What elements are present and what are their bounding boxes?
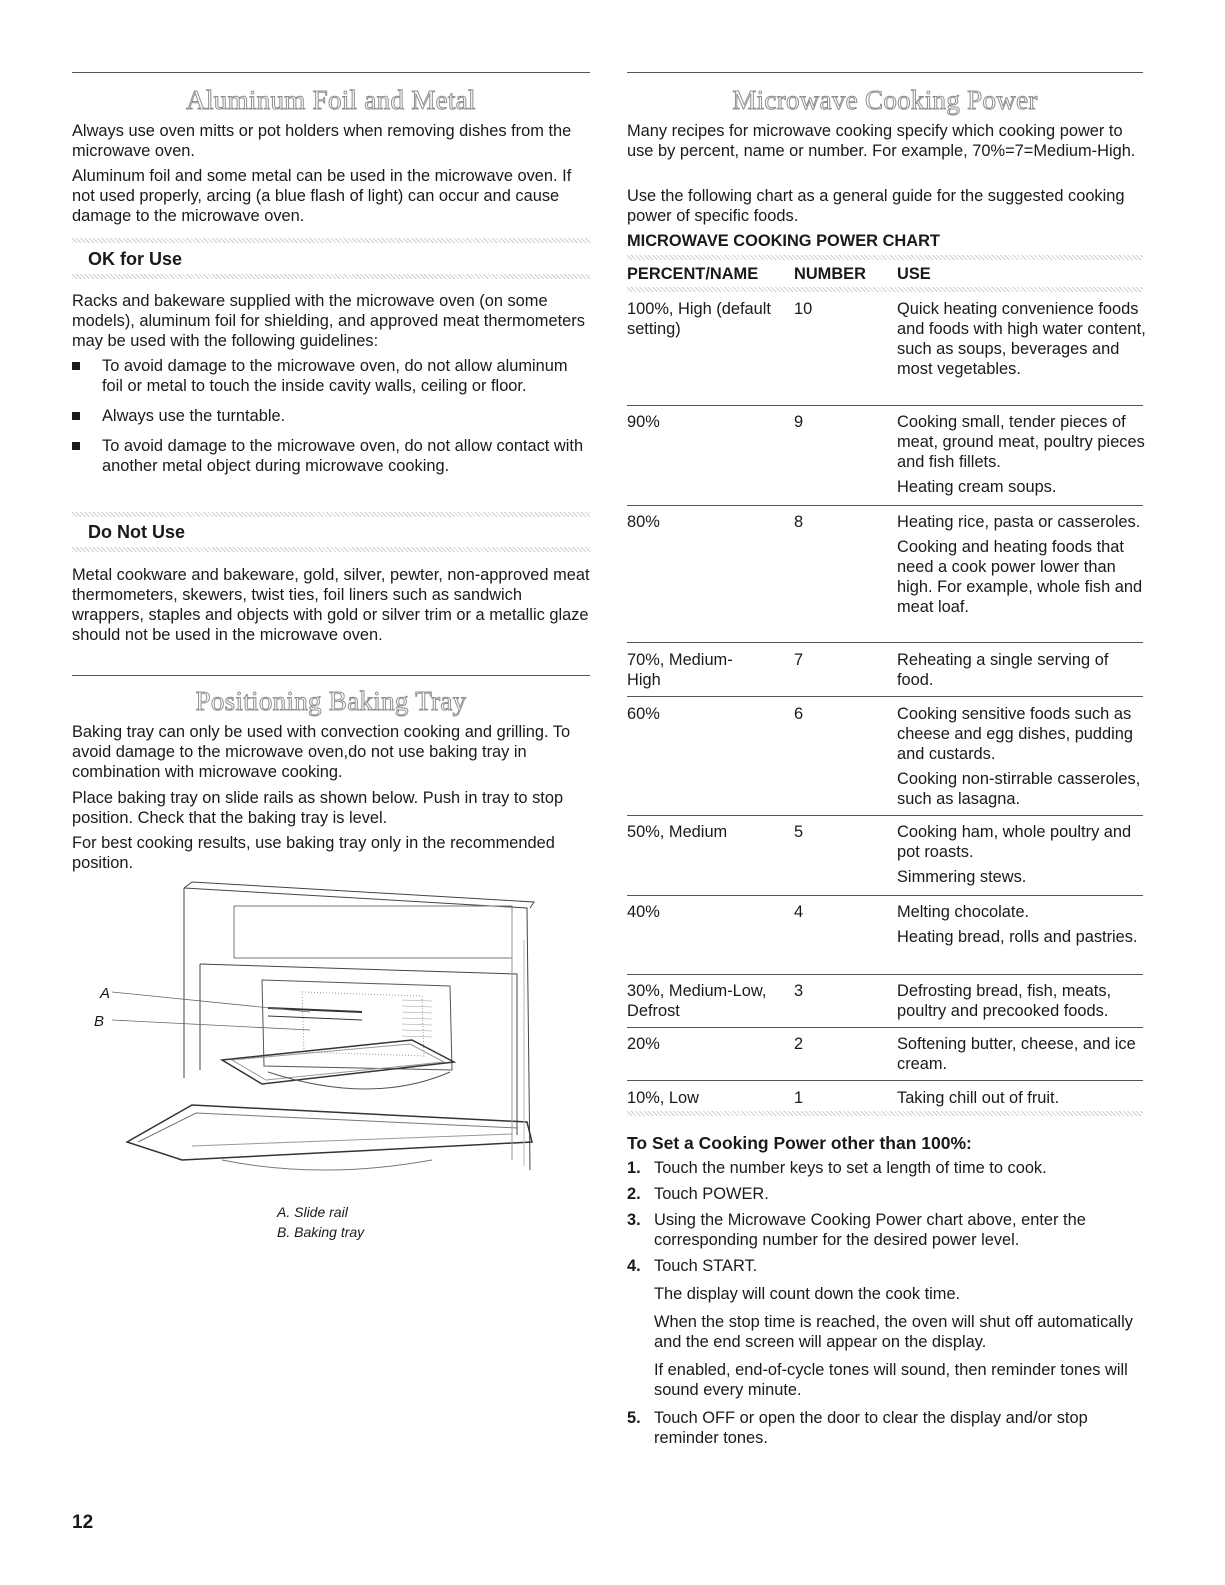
aluminum-paragraph-2: Aluminum foil and some metal can be used in the microwave oven. If not used properly, arcing (a blue flash of light) can occur and cause damage to the microwave oven. <box>72 167 572 225</box>
row-percent: 30%, Medium-Low, Defrost <box>627 982 767 1020</box>
row-percent: 100%, High (default setting) <box>627 300 771 338</box>
row-use: Cooking ham, whole poultry and pot roasts. Simmering stews. <box>897 823 1132 886</box>
hatch-divider <box>627 1111 1143 1116</box>
square-bullet-icon <box>72 412 80 420</box>
label-a: A <box>100 985 111 1002</box>
power-paragraph-1: Many recipes for microwave cooking specify which cooking power to use by percent, name or number. For example, 70%=7=Medium-High. <box>627 122 1136 160</box>
do-not-use-paragraph: Metal cookware and bakeware, gold, silver, pewter, non-approved meat thermometers, skewers, twist ties, foil liners such as sandwich wrappers, staples and objects with gold or silver trim or a metallic glaze should not be used in the microwave oven. <box>72 566 590 644</box>
row-divider <box>627 505 1143 506</box>
row-use: Cooking small, tender pieces of meat, ground meat, poultry pieces and fish fillets. Heating cream soups. <box>897 413 1145 496</box>
row-percent: 70%, Medium-High <box>627 651 733 689</box>
hatch-divider <box>72 238 590 243</box>
tray-section-title: Positioning Baking Tray <box>195 686 467 716</box>
row-percent: 20% <box>627 1035 660 1053</box>
aluminum-paragraph-1: Always use oven mitts or pot holders when removing dishes from the microwave oven. <box>72 122 572 160</box>
row-number: 9 <box>794 413 804 431</box>
section-divider <box>72 675 590 676</box>
row-number: 4 <box>794 903 804 921</box>
header-percent: PERCENT/NAME <box>627 265 759 283</box>
row-use: Softening butter, cheese, and ice cream. <box>897 1035 1136 1073</box>
section-divider <box>627 72 1143 73</box>
row-use: Reheating a single serving of food. <box>897 651 1109 689</box>
header-use: USE <box>897 265 931 283</box>
row-percent: 10%, Low <box>627 1089 699 1107</box>
hatch-divider <box>72 512 590 517</box>
row-use: Melting chocolate. Heating bread, rolls and pastries. <box>897 903 1138 946</box>
row-number: 10 <box>794 300 813 318</box>
power-section-title: Microwave Cooking Power <box>732 85 1038 115</box>
steps-heading: To Set a Cooking Power other than 100%: <box>627 1133 972 1153</box>
do-not-use-heading: Do Not Use <box>88 522 186 542</box>
row-divider <box>627 815 1143 816</box>
row-use: Taking chill out of fruit. <box>897 1089 1060 1107</box>
steps-list <box>627 1158 1143 1454</box>
row-percent: 50%, Medium <box>627 823 728 841</box>
hatch-divider <box>72 547 590 552</box>
square-bullet-icon <box>72 442 80 450</box>
row-use: Heating rice, pasta or casseroles. Cooking and heating foods that need a cook power lower than high. For example, whole fish and meat loaf. <box>897 513 1143 616</box>
row-number: 6 <box>794 705 804 723</box>
tray-paragraph-3: For best cooking results, use baking tray only in the recommended position. <box>72 834 555 872</box>
list-item: 1. Touch the number keys to set a length of time to cook. <box>627 1159 1047 1177</box>
header-number: NUMBER <box>794 265 866 283</box>
power-paragraph-2: Use the following chart as a general guide for the suggested cooking power of specific foods. <box>627 187 1125 225</box>
list-item: 2. Touch POWER. <box>627 1185 769 1203</box>
leader-line-a <box>112 992 310 1012</box>
ok-for-use-heading: OK for Use <box>88 249 183 269</box>
ok-for-use-paragraph: Racks and bakeware supplied with the microwave oven (on some models), aluminum foil for shielding, and approved meat thermometers may be used with the following guidelines: <box>72 292 585 350</box>
row-percent: 90% <box>627 413 660 431</box>
list-item: To avoid damage to the microwave oven, do not allow contact with another metal object during microwave cooking. <box>72 436 590 476</box>
row-use: Defrosting bread, fish, meats, poultry and precooked foods. <box>897 982 1112 1020</box>
row-divider <box>627 642 1143 643</box>
row-use: Cooking sensitive foods such as cheese and egg dishes, pudding and custards. Cooking non-stirrable casseroles, such as lasagna. <box>897 705 1141 808</box>
aluminum-section-title: Aluminum Foil and Metal <box>186 85 476 115</box>
label-b: B <box>94 1013 105 1030</box>
square-bullet-icon <box>72 362 80 370</box>
list-item: Always use the turntable. <box>72 406 590 426</box>
row-number: 5 <box>794 823 804 841</box>
row-divider <box>627 974 1143 975</box>
row-number: 2 <box>794 1035 804 1053</box>
oven-illustration <box>72 880 590 1180</box>
section-divider <box>72 72 590 73</box>
power-chart-title: MICROWAVE COOKING POWER CHART <box>627 232 940 250</box>
row-divider <box>627 895 1143 896</box>
row-divider <box>627 1027 1143 1028</box>
caption-slide-rail: A. Slide rail <box>277 1204 348 1220</box>
row-percent: 60% <box>627 705 660 723</box>
list-item: 3. Using the Microwave Cooking Power chart above, enter the corresponding number for the desired power level. <box>627 1211 1086 1249</box>
tray-paragraph-2: Place baking tray on slide rails as shown below. Push in tray to stop position. Check that the baking tray is level. <box>72 789 564 827</box>
ok-for-use-bullets <box>72 356 590 486</box>
row-number: 1 <box>794 1089 804 1107</box>
list-item: 5. Touch OFF or open the door to clear the display and/or stop reminder tones. <box>627 1409 1088 1447</box>
row-divider <box>627 696 1143 697</box>
row-use: Quick heating convenience foods and foods with high water content, such as soups, beverages and most vegetables. <box>897 300 1146 378</box>
row-number: 7 <box>794 651 804 669</box>
list-item: 4. Touch START. The display will count down the cook time. When the stop time is reached, the oven will shut off automatically and the end screen will appear on the display. If enabled, end-of-cycle tones will sound, then reminder tones will sound every minute. <box>627 1257 1133 1399</box>
list-item: To avoid damage to the microwave oven, do not allow aluminum foil or metal to touch the inside cavity walls, ceiling or floor. <box>72 356 590 396</box>
leader-line-b <box>112 1020 310 1030</box>
row-number: 3 <box>794 982 804 1000</box>
caption-baking-tray: B. Baking tray <box>277 1224 365 1240</box>
hatch-divider <box>72 274 590 279</box>
row-divider <box>627 1080 1143 1081</box>
hatch-divider <box>627 287 1143 292</box>
row-percent: 40% <box>627 903 660 921</box>
hatch-divider <box>627 255 1143 260</box>
page-number: 12 <box>72 1512 94 1533</box>
row-percent: 80% <box>627 513 660 531</box>
tray-paragraph-1: Baking tray can only be used with convection cooking and grilling. To avoid damage to the microwave oven,do not use baking tray in combination with microwave cooking. <box>72 723 571 781</box>
row-number: 8 <box>794 513 804 531</box>
row-divider <box>627 405 1143 406</box>
